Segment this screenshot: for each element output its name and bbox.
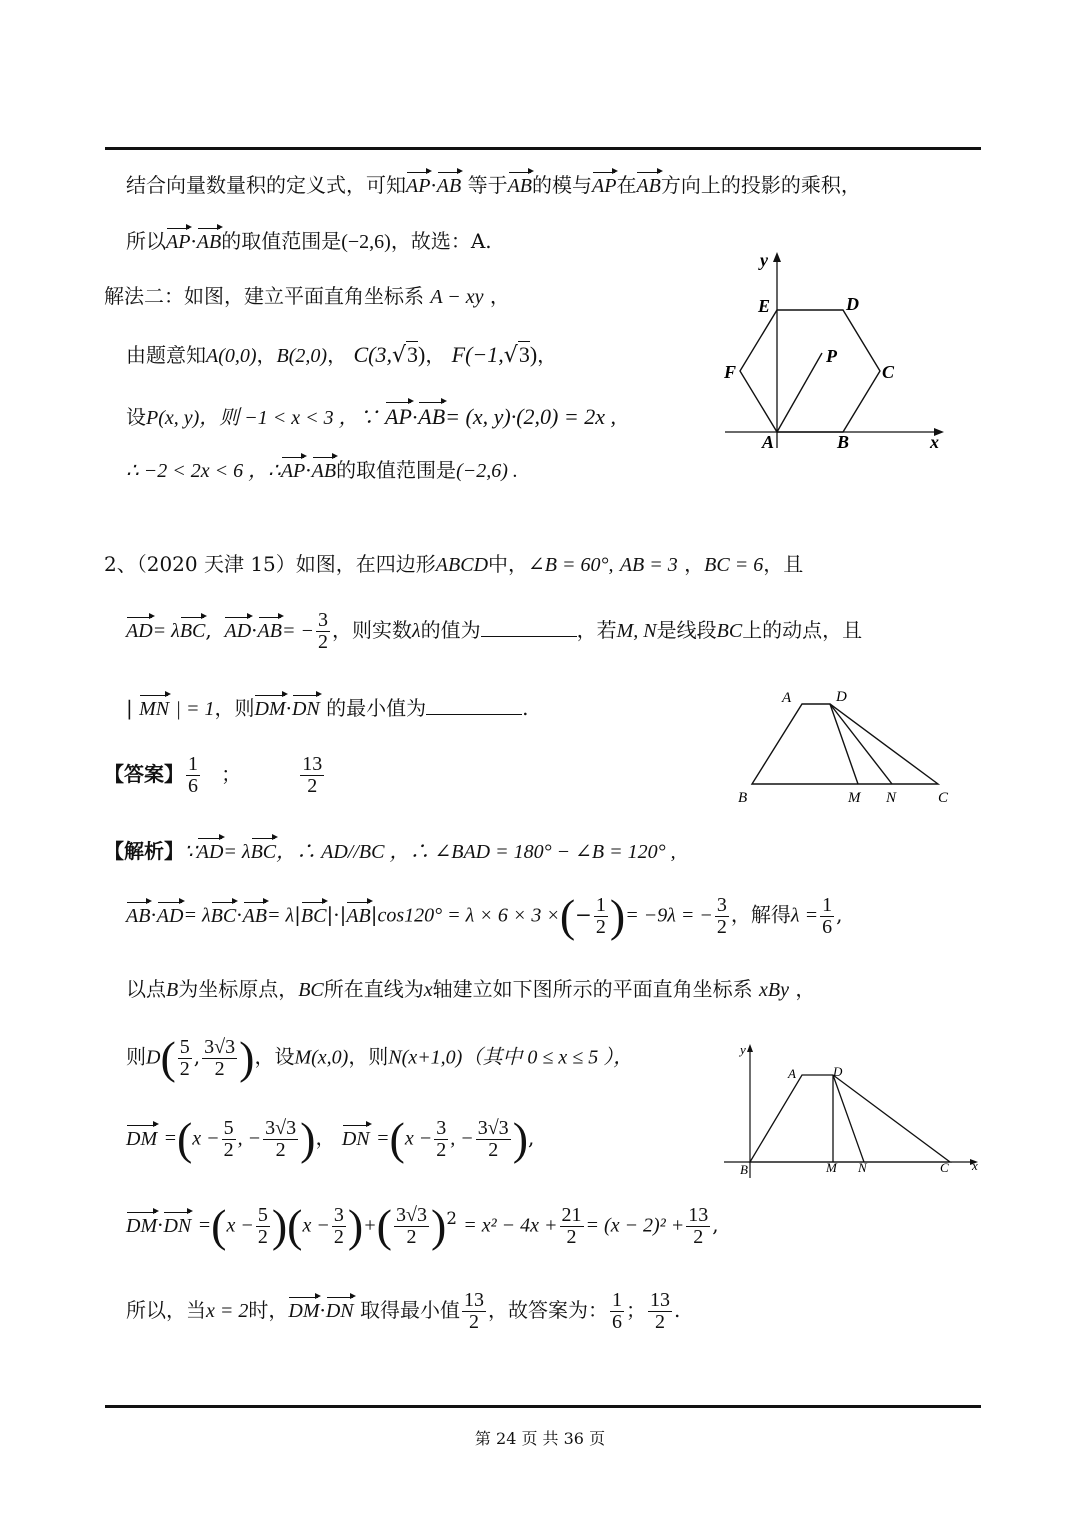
fig2-label-B: B (738, 790, 748, 806)
fig2-label-N: N (886, 790, 897, 806)
fig2-label-D: D (836, 689, 847, 705)
fig1-label-P: P (826, 346, 837, 366)
fig3-label-x: x (972, 1158, 978, 1173)
solution-line-3: 以点B为坐标原点，BC所在直线为x轴建立如下图所示的平面直角坐标系 xBy ， (126, 977, 816, 1001)
fig3-label-A: A (788, 1066, 796, 1081)
trapezoid-figure (732, 684, 960, 806)
question-2-line-1: 2、（2020 天津 15）如图，在四边形ABCD中，∠B = 60°, AB = 3 ，BC = 6，且 (104, 552, 804, 576)
text-line-2: 所以AP·AB的取值范围是(−2,6)，故选：A. (126, 226, 492, 254)
solution-line-6: DM·DN =(x − $\frac{5}{2}$ )(x − $\frac{3}{2}$ )+( $\frac{3√3}{2}$ )$^2$ = x² − 4x + $\frac{21}{2}$ = (x − 2)² + $\frac{13}{2}$ , (126, 1200, 719, 1251)
solution-line-4: 则D( $\frac{5}{2}$ , $\frac{3√3}{2}$ )，设M(x,0)，则N(x+1,0)（其中 0 ≤ x ≤ 5 ）， (126, 1032, 634, 1083)
question-2-line-2: AD= λBC, AD·AB= − $\frac{3}{2}$ ，则实数λ的值为 ，若M, N是线段BC上的动点，且 (126, 609, 863, 653)
page-footer: 第 24 页 共 36 页 (474, 1429, 606, 1448)
fig1-label-C: C (882, 362, 895, 382)
fig2-trapezoid (752, 704, 938, 784)
text-line-4: 由题意知A(0,0)，B(2,0)， C(3,√3)， F(−1,√3)， (126, 342, 558, 368)
fig1-label-E: E (758, 296, 771, 316)
fig1-label-F: F (724, 362, 737, 382)
fig3-label-C: C (940, 1160, 949, 1175)
fig1-label-A: A (762, 432, 775, 452)
text-line-6: ∴ −2 < 2x < 6 ，∴AP·AB的取值范围是(−2,6) . (126, 455, 518, 483)
coordinate-trapezoid-figure (722, 1038, 984, 1184)
fig3-label-M: M (826, 1160, 837, 1175)
fig3-label-B: B (740, 1162, 748, 1177)
top-rule (105, 147, 981, 150)
solution-line-1: 【解析】∵AD= λBC，∴ AD//BC ，∴ ∠BAD = 180° − ∠B = 120° , (104, 836, 676, 864)
text-line-5: 设P(x, y)，则 −1 < x < 3 ，∵ AP·AB= (x, y)·(2,0) = 2x , (126, 400, 616, 430)
solution-line-2: AB·AD= λBC·AB= λ|BC|·|AB|cos120° = λ × 6 × 3 ×(− $\frac{1}{2}$ )= −9λ = − $\frac{3}{2}$ ，解得λ = $\frac{1}{6}$ , (126, 890, 843, 941)
fig3-trapezoid (750, 1075, 950, 1162)
fig1-label-D: D (846, 294, 859, 314)
fig1-label-B: B (837, 432, 850, 452)
fig2-label-A: A (782, 690, 792, 706)
hexagon-figure (720, 248, 950, 458)
bottom-rule (105, 1405, 981, 1408)
fig2-segment-DN (830, 704, 892, 784)
solution-line-7: 所以，当x = 2时，DM·DN 取得最小值 $\frac{13}{2}$ ，故答案为： $\frac{1}{6}$ ； $\frac{13}{2}$ . (126, 1289, 681, 1333)
fig3-segment-DN (833, 1075, 864, 1162)
fig1-segment-AP (777, 353, 822, 432)
fig3-label-D: D (833, 1064, 843, 1079)
fig2-label-C: C (938, 790, 949, 806)
fig1-label-y: y (760, 250, 768, 270)
fig1-label-x: x (930, 432, 939, 452)
fig3-label-y: y (740, 1042, 746, 1057)
text-line-1: 结合向量数量积的定义式，可知AP·AB 等于AB的模与AP在AB方向上的投影的乘积， (126, 170, 861, 198)
fig2-label-M: M (848, 790, 861, 806)
fig2-segment-DM (830, 704, 858, 784)
answer-line: 【答案】 $\frac{1}{6}$ ； $\frac{13}{2}$ (104, 753, 323, 797)
question-2-line-3: | MN | = 1，则DM·DN 的最小值为 . (126, 693, 528, 721)
solution-line-5: DM =(x − $\frac{5}{2}$ , − $\frac{3√3}{2}$ )， DN =(x − $\frac{3}{2}$ , − $\frac{3√3}{2}$ ), (126, 1113, 535, 1164)
fig3-label-N: N (858, 1160, 867, 1175)
text-line-3: 解法二：如图，建立平面直角坐标系 A − xy ， (104, 284, 510, 308)
fig1-hexagon (740, 310, 880, 432)
